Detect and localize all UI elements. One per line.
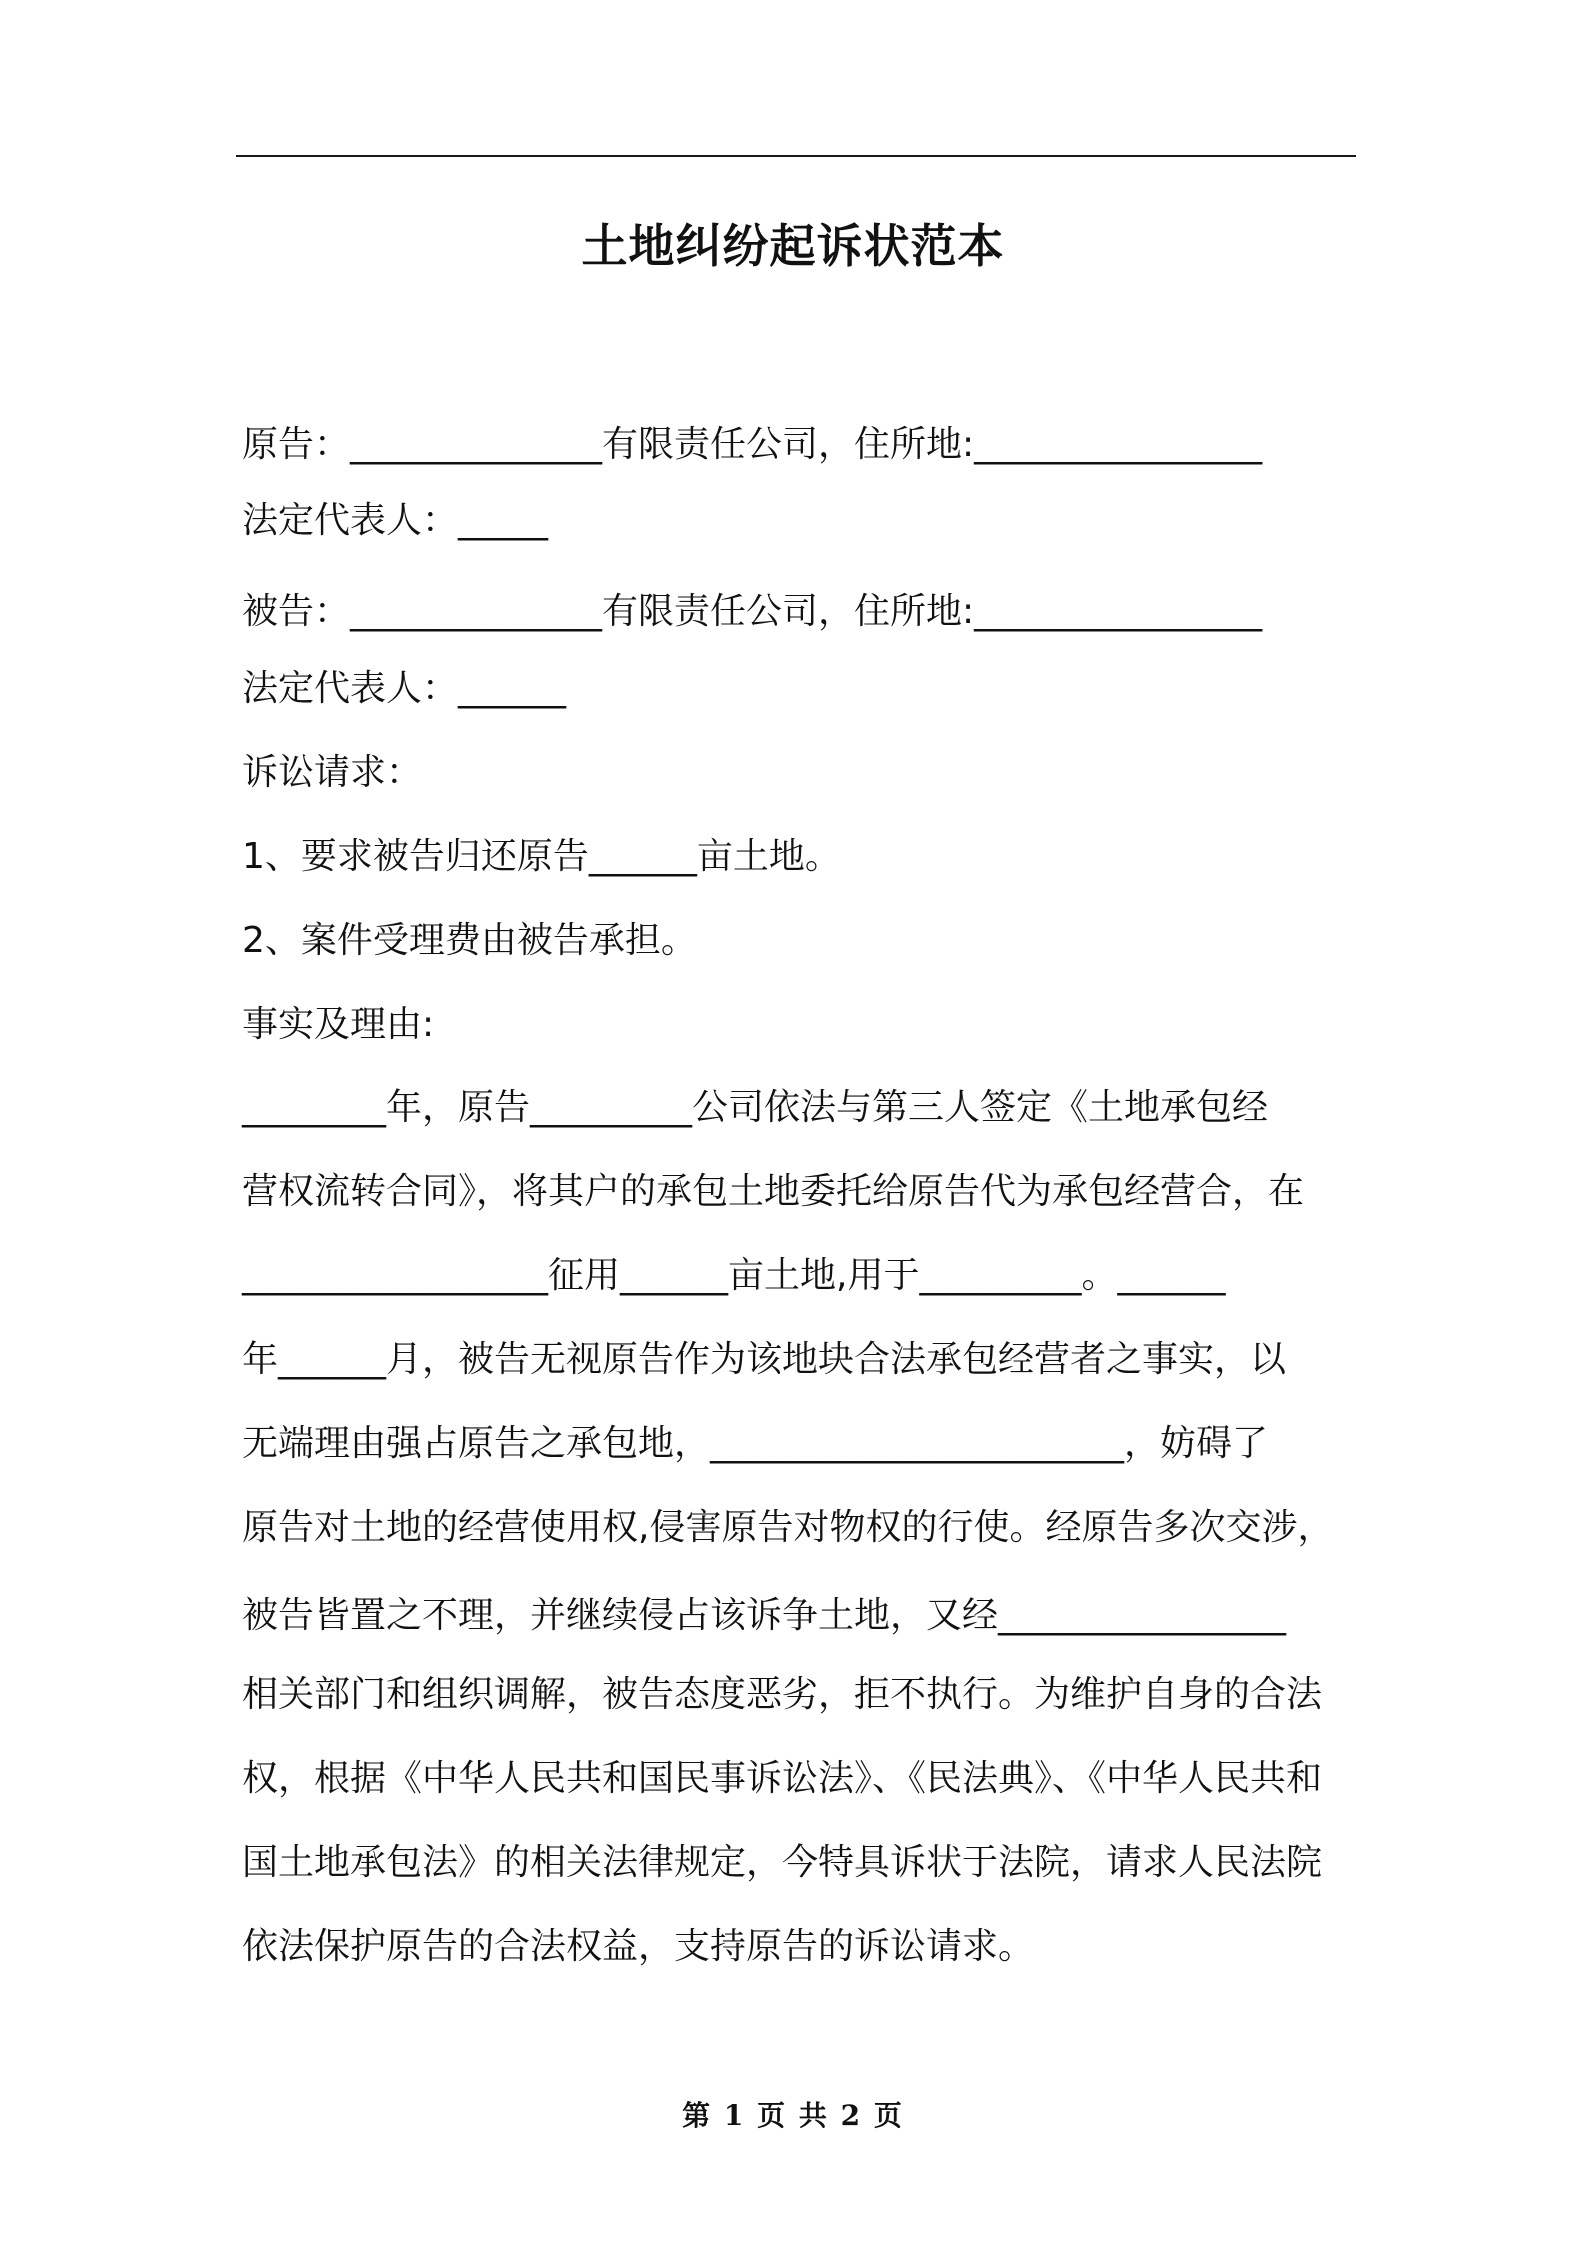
facts-paragraph-line: 国土地承包法》的相关法律规定，今特具诉状于法院，请求人民法院 [242,1842,1323,1883]
plaintiff-line: 原告：______________有限责任公司，住所地:________________ [242,424,1263,465]
defendant-representative-line: 法定代表人：______ [242,668,567,709]
header-rule [236,155,1356,157]
document-title: 土地纠纷起诉状范本 [581,219,1005,273]
facts-paragraph-line: 被告皆置之不理，并继续侵占该诉争土地，又经________________ [242,1595,1287,1636]
claim-item-2: 2、案件受理费由被告承担。 [242,920,697,961]
plaintiff-representative-line: 法定代表人：_____ [242,500,549,541]
facts-paragraph-line: ________年，原告_________公司依法与第三人签定《土地承包经 [242,1087,1269,1128]
facts-heading: 事实及理由: [242,1004,435,1045]
facts-paragraph-line: _________________征用______亩土地,用于_________。______ [242,1255,1226,1296]
claim-item-1: 1、要求被告归还原告______亩土地。 [242,836,841,877]
facts-paragraph-line: 依法保护原告的合法权益，支持原告的诉讼请求。 [242,1926,1035,1967]
claims-heading: 诉讼请求： [242,752,423,793]
facts-paragraph-line: 权，根据《中华人民共和国民事诉讼法》、《民法典》、《中华人民共和 [242,1758,1323,1799]
facts-paragraph-line: 年______月，被告无视原告作为该地块合法承包经营者之事实，以 [242,1339,1287,1380]
facts-paragraph-line: 相关部门和组织调解，被告态度恶劣，拒不执行。为维护自身的合法 [242,1674,1323,1715]
facts-paragraph-line: 原告对土地的经营使用权,侵害原告对物权的行使。经原告多次交涉， [242,1507,1334,1548]
page-number: 第 1 页 共 2 页 [682,2099,904,2132]
facts-paragraph-line: 营权流转合同》，将其户的承包土地委托给原告代为承包经营合，在 [242,1171,1305,1212]
facts-paragraph-line: 无端理由强占原告之承包地，_______________________，妨碍了 [242,1423,1269,1464]
defendant-line: 被告：______________有限责任公司，住所地:________________ [242,591,1263,632]
